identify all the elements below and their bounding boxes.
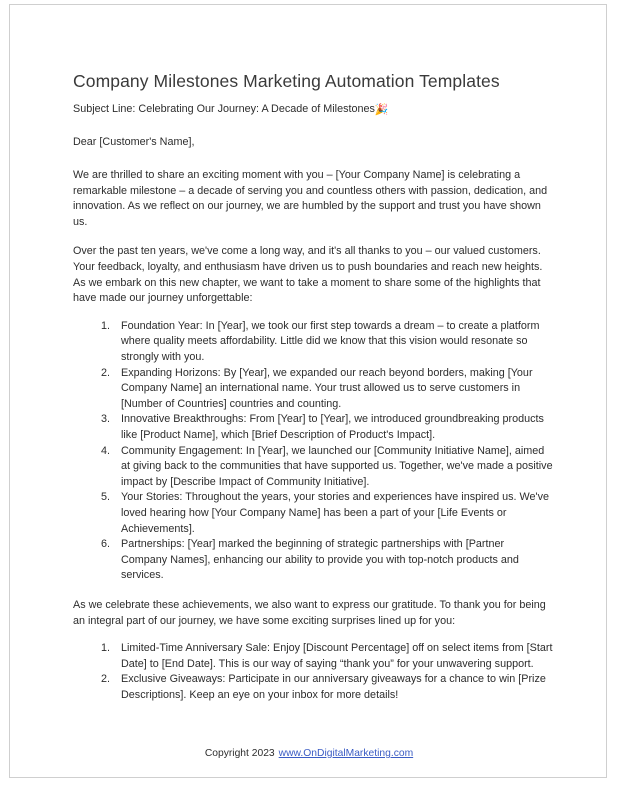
list-item: Community Engagement: In [Year], we launched our [Community Initiative Name], aimed at giving back to the communities that have supported us. Together, we've made a positive impact by [Describe Impact of Community Initiative]. bbox=[121, 444, 553, 488]
list-item: Your Stories: Throughout the years, your stories and experiences have inspired us. We've loved hearing how [Your Company Name] has been a part of your [Life Events or Achievements]. bbox=[121, 491, 549, 535]
copyright-text: Copyright 2023 bbox=[204, 748, 275, 759]
document-body bbox=[73, 71, 553, 717]
document-page bbox=[9, 4, 607, 778]
page-title: Company Milestones Marketing Automation Templates bbox=[73, 71, 500, 91]
surprises-list bbox=[73, 641, 553, 703]
surprises-intro-paragraph: As we celebrate these achievements, we also want to express our gratitude. To thank you for being an integral part of our journey, we have some exciting surprises lined up for you: bbox=[73, 598, 546, 627]
subject-line-text: Subject Line: Celebrating Our Journey: A Decade of Milestones bbox=[73, 102, 375, 115]
list-item: Expanding Horizons: By [Year], we expanded our reach beyond borders, making [Your Company Name] an international name. Your trust allowed us to serve customers in [Number of Countries] countries and counting. bbox=[121, 366, 533, 410]
list-item: Innovative Breakthroughs: From [Year] to [Year], we introduced groundbreaking products like [Product Name], which [Brief Description of Product's Impact]. bbox=[121, 413, 544, 441]
list-item: Foundation Year: In [Year], we took our first step towards a dream – to create a platform where quality meets affordability. Little did we know that this vision would resonate so strongly with you. bbox=[121, 319, 540, 363]
document-footer bbox=[10, 747, 607, 761]
website-link[interactable]: www.OnDigitalMarketing.com bbox=[278, 748, 414, 759]
milestones-list bbox=[73, 319, 553, 584]
party-popper-icon: 🎉 bbox=[374, 102, 389, 116]
salutation: Dear [Customer's Name], bbox=[73, 136, 195, 149]
intro-paragraph: We are thrilled to share an exciting moment with you – [Your Company Name] is celebrating a remarkable milestone – a decade of serving you and countless others with passion, dedication, and innovation. As we reflect on our journey, we are humbled by the support and trust you have shown us. bbox=[73, 169, 548, 228]
subject-line bbox=[73, 102, 553, 118]
list-item: Partnerships: [Year] marked the beginning of strategic partnerships with [Partner Company Names], enhancing our ability to provide you with top-notch products and services. bbox=[121, 538, 519, 582]
list-item: Limited-Time Anniversary Sale: Enjoy [Discount Percentage] off on select items from [Start Date] to [End Date]. This is our way of saying “thank you” for your unwavering support. bbox=[121, 642, 553, 670]
gratitude-paragraph: Over the past ten years, we've come a long way, and it's all thanks to you – our valued customers. Your feedback, loyalty, and enthusiasm have driven us to push boundaries and reach new heights. As we embark on this new chapter, we want to take a moment to share some of the highlights that have made our journey unforgettable: bbox=[73, 245, 543, 305]
list-item: Exclusive Giveaways: Participate in our anniversary giveaways for a chance to win [Prize Descriptions]. Keep an eye on your inbox for more details! bbox=[121, 673, 546, 701]
